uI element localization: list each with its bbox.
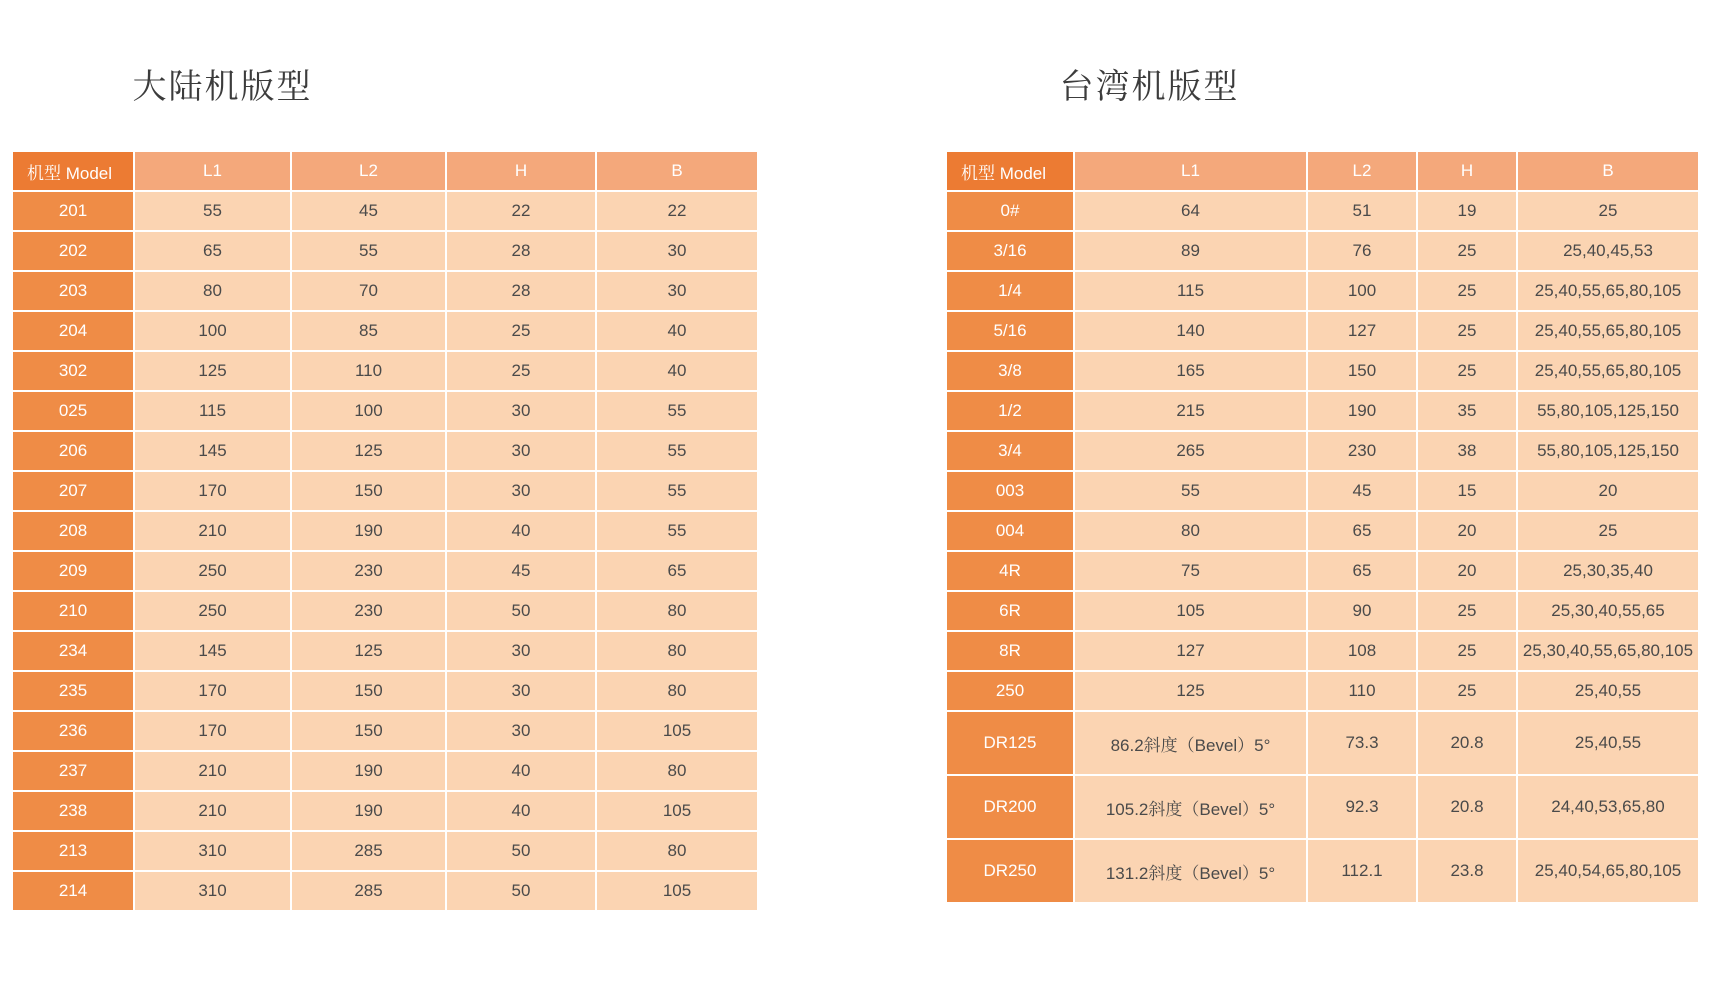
cell-h: 20	[1417, 511, 1517, 551]
table-row	[12, 671, 758, 711]
column-header-model: 机型 Model	[946, 151, 1074, 191]
cell-l2: 45	[1307, 471, 1417, 511]
cell-b: 25,40,45,53	[1517, 231, 1699, 271]
cell-h: 38	[1417, 431, 1517, 471]
cell-l1: 170	[134, 671, 291, 711]
panel-taiwan	[855, 0, 1709, 112]
cell-b: 40	[596, 311, 758, 351]
cell-h: 20.8	[1417, 775, 1517, 839]
cell-l2: 285	[291, 871, 446, 911]
cell-b: 25,30,40,55,65,80,105	[1517, 631, 1699, 671]
cell-b: 22	[596, 191, 758, 231]
cell-b: 25,40,55	[1517, 671, 1699, 711]
table-row	[946, 231, 1699, 271]
cell-l2: 285	[291, 831, 446, 871]
column-header-h: H	[446, 151, 596, 191]
cell-l2: 150	[291, 471, 446, 511]
cell-l1: 210	[134, 791, 291, 831]
panel-mainland	[0, 0, 855, 112]
cell-l2: 100	[291, 391, 446, 431]
cell-l1: 250	[134, 551, 291, 591]
cell-b: 25	[1517, 511, 1699, 551]
table-body-mainland	[12, 191, 758, 911]
table-row	[12, 191, 758, 231]
table-row	[12, 351, 758, 391]
cell-l1: 125	[1074, 671, 1307, 711]
table-row	[12, 471, 758, 511]
cell-b: 24,40,53,65,80	[1517, 775, 1699, 839]
cell-l1: 80	[134, 271, 291, 311]
cell-h: 30	[446, 671, 596, 711]
cell-model: 250	[946, 671, 1074, 711]
cell-model: 201	[12, 191, 134, 231]
table-row	[12, 231, 758, 271]
cell-l1: 86.2斜度（Bevel）5°	[1074, 711, 1307, 775]
cell-model: 203	[12, 271, 134, 311]
cell-model: 6R	[946, 591, 1074, 631]
cell-h: 40	[446, 511, 596, 551]
cell-l1: 105.2斜度（Bevel）5°	[1074, 775, 1307, 839]
cell-h: 20	[1417, 551, 1517, 591]
cell-model: 8R	[946, 631, 1074, 671]
cell-l1: 115	[134, 391, 291, 431]
cell-l2: 150	[1307, 351, 1417, 391]
cell-h: 28	[446, 231, 596, 271]
table-row	[946, 631, 1699, 671]
cell-model: 0#	[946, 191, 1074, 231]
table-row	[12, 431, 758, 471]
cell-l1: 75	[1074, 551, 1307, 591]
cell-l1: 310	[134, 871, 291, 911]
cell-b: 25	[1517, 191, 1699, 231]
cell-l1: 170	[134, 471, 291, 511]
column-header-l2: L2	[1307, 151, 1417, 191]
cell-l1: 55	[134, 191, 291, 231]
cell-model: 237	[12, 751, 134, 791]
cell-b: 80	[596, 631, 758, 671]
cell-model: DR250	[946, 839, 1074, 903]
table-row	[12, 631, 758, 671]
cell-l2: 85	[291, 311, 446, 351]
cell-h: 28	[446, 271, 596, 311]
table-row	[946, 775, 1699, 839]
cell-model: 204	[12, 311, 134, 351]
table-row	[12, 751, 758, 791]
table-row	[946, 311, 1699, 351]
cell-model: 235	[12, 671, 134, 711]
table-row	[946, 271, 1699, 311]
cell-l2: 112.1	[1307, 839, 1417, 903]
table-mainland-models	[11, 150, 759, 912]
cell-l1: 210	[134, 511, 291, 551]
cell-l1: 65	[134, 231, 291, 271]
cell-h: 35	[1417, 391, 1517, 431]
cell-model: 1/4	[946, 271, 1074, 311]
cell-model: 302	[12, 351, 134, 391]
table-header-row	[12, 151, 758, 191]
cell-model: 207	[12, 471, 134, 511]
cell-l1: 125	[134, 351, 291, 391]
cell-b: 25,40,55,65,80,105	[1517, 311, 1699, 351]
table-row	[946, 351, 1699, 391]
cell-l1: 100	[134, 311, 291, 351]
cell-l1: 170	[134, 711, 291, 751]
cell-model: 5/16	[946, 311, 1074, 351]
cell-l1: 165	[1074, 351, 1307, 391]
table-row	[946, 591, 1699, 631]
cell-l1: 127	[1074, 631, 1307, 671]
cell-l1: 80	[1074, 511, 1307, 551]
cell-b: 55	[596, 431, 758, 471]
cell-l1: 55	[1074, 471, 1307, 511]
cell-b: 25,40,55	[1517, 711, 1699, 775]
cell-model: 025	[12, 391, 134, 431]
table-row	[946, 551, 1699, 591]
cell-model: 236	[12, 711, 134, 751]
table-row	[12, 391, 758, 431]
table-row	[946, 711, 1699, 775]
table-row	[12, 791, 758, 831]
cell-h: 25	[1417, 311, 1517, 351]
cell-h: 15	[1417, 471, 1517, 511]
page-title-mainland: 大陆机版型	[132, 68, 313, 106]
cell-l1: 210	[134, 751, 291, 791]
cell-model: 3/16	[946, 231, 1074, 271]
cell-l2: 125	[291, 631, 446, 671]
table-row	[946, 431, 1699, 471]
cell-model: 210	[12, 591, 134, 631]
column-header-l1: L1	[1074, 151, 1307, 191]
cell-b: 55	[596, 511, 758, 551]
cell-l1: 64	[1074, 191, 1307, 231]
cell-l1: 250	[134, 591, 291, 631]
table-row	[12, 591, 758, 631]
cell-h: 25	[1417, 591, 1517, 631]
cell-l2: 90	[1307, 591, 1417, 631]
cell-b: 80	[596, 831, 758, 871]
cell-l2: 125	[291, 431, 446, 471]
cell-model: 3/8	[946, 351, 1074, 391]
cell-l1: 145	[134, 431, 291, 471]
cell-b: 30	[596, 271, 758, 311]
table-row	[12, 871, 758, 911]
cell-b: 55	[596, 471, 758, 511]
cell-h: 25	[1417, 231, 1517, 271]
cell-b: 55	[596, 391, 758, 431]
cell-b: 25,40,55,65,80,105	[1517, 351, 1699, 391]
table-row	[946, 839, 1699, 903]
cell-h: 25	[446, 351, 596, 391]
cell-l1: 105	[1074, 591, 1307, 631]
cell-l1: 131.2斜度（Bevel）5°	[1074, 839, 1307, 903]
table-row	[12, 831, 758, 871]
cell-l2: 92.3	[1307, 775, 1417, 839]
cell-h: 25	[1417, 271, 1517, 311]
cell-b: 30	[596, 231, 758, 271]
cell-l1: 115	[1074, 271, 1307, 311]
cell-h: 30	[446, 711, 596, 751]
cell-model: 1/2	[946, 391, 1074, 431]
cell-model: 234	[12, 631, 134, 671]
column-header-h: H	[1417, 151, 1517, 191]
cell-l2: 150	[291, 711, 446, 751]
cell-l2: 190	[1307, 391, 1417, 431]
table-row	[12, 711, 758, 751]
cell-l1: 215	[1074, 391, 1307, 431]
cell-b: 105	[596, 711, 758, 751]
table-header-row	[946, 151, 1699, 191]
cell-b: 80	[596, 751, 758, 791]
column-header-l2: L2	[291, 151, 446, 191]
cell-b: 105	[596, 791, 758, 831]
table-row	[12, 551, 758, 591]
cell-model: 213	[12, 831, 134, 871]
cell-l1: 265	[1074, 431, 1307, 471]
cell-l2: 65	[1307, 511, 1417, 551]
cell-l2: 110	[1307, 671, 1417, 711]
cell-h: 25	[446, 311, 596, 351]
cell-l2: 150	[291, 671, 446, 711]
column-header-b: B	[1517, 151, 1699, 191]
cell-model: 208	[12, 511, 134, 551]
cell-b: 25,30,40,55,65	[1517, 591, 1699, 631]
cell-model: 4R	[946, 551, 1074, 591]
cell-l2: 190	[291, 511, 446, 551]
cell-l1: 310	[134, 831, 291, 871]
cell-l2: 108	[1307, 631, 1417, 671]
cell-h: 22	[446, 191, 596, 231]
cell-b: 55,80,105,125,150	[1517, 391, 1699, 431]
cell-b: 55,80,105,125,150	[1517, 431, 1699, 471]
cell-l2: 230	[291, 551, 446, 591]
cell-h: 45	[446, 551, 596, 591]
page-title-taiwan: 台湾机版型	[1059, 68, 1240, 106]
cell-b: 105	[596, 871, 758, 911]
cell-h: 25	[1417, 671, 1517, 711]
cell-l2: 100	[1307, 271, 1417, 311]
cell-b: 20	[1517, 471, 1699, 511]
cell-h: 25	[1417, 351, 1517, 391]
cell-l1: 145	[134, 631, 291, 671]
cell-model: 214	[12, 871, 134, 911]
cell-model: 238	[12, 791, 134, 831]
column-header-l1: L1	[134, 151, 291, 191]
cell-l2: 55	[291, 231, 446, 271]
table-row	[12, 311, 758, 351]
cell-l2: 76	[1307, 231, 1417, 271]
cell-h: 23.8	[1417, 839, 1517, 903]
cell-b: 25,30,35,40	[1517, 551, 1699, 591]
cell-model: 003	[946, 471, 1074, 511]
cell-h: 30	[446, 471, 596, 511]
cell-h: 50	[446, 871, 596, 911]
cell-l1: 89	[1074, 231, 1307, 271]
table-row	[946, 471, 1699, 511]
cell-h: 19	[1417, 191, 1517, 231]
cell-l2: 45	[291, 191, 446, 231]
cell-b: 65	[596, 551, 758, 591]
cell-model: DR125	[946, 711, 1074, 775]
cell-l2: 110	[291, 351, 446, 391]
cell-model: 206	[12, 431, 134, 471]
cell-model: 209	[12, 551, 134, 591]
column-header-b: B	[596, 151, 758, 191]
cell-h: 20.8	[1417, 711, 1517, 775]
cell-model: 3/4	[946, 431, 1074, 471]
table-body-taiwan	[946, 191, 1699, 903]
table-row	[946, 671, 1699, 711]
table-taiwan-models	[945, 150, 1700, 904]
cell-model: 202	[12, 231, 134, 271]
cell-l2: 190	[291, 791, 446, 831]
cell-b: 25,40,55,65,80,105	[1517, 271, 1699, 311]
table-row	[12, 511, 758, 551]
cell-h: 30	[446, 431, 596, 471]
table-row	[12, 271, 758, 311]
cell-model: DR200	[946, 775, 1074, 839]
cell-l1: 140	[1074, 311, 1307, 351]
cell-b: 80	[596, 671, 758, 711]
cell-l2: 65	[1307, 551, 1417, 591]
cell-b: 80	[596, 591, 758, 631]
cell-h: 40	[446, 791, 596, 831]
cell-l2: 51	[1307, 191, 1417, 231]
cell-h: 30	[446, 631, 596, 671]
cell-l2: 190	[291, 751, 446, 791]
cell-h: 30	[446, 391, 596, 431]
cell-l2: 70	[291, 271, 446, 311]
table-row	[946, 511, 1699, 551]
cell-b: 40	[596, 351, 758, 391]
cell-model: 004	[946, 511, 1074, 551]
table-row	[946, 391, 1699, 431]
cell-l2: 230	[291, 591, 446, 631]
cell-h: 50	[446, 591, 596, 631]
column-header-model: 机型 Model	[12, 151, 134, 191]
cell-h: 40	[446, 751, 596, 791]
cell-h: 50	[446, 831, 596, 871]
cell-b: 25,40,54,65,80,105	[1517, 839, 1699, 903]
cell-h: 25	[1417, 631, 1517, 671]
cell-l2: 230	[1307, 431, 1417, 471]
table-row	[946, 191, 1699, 231]
cell-l2: 127	[1307, 311, 1417, 351]
cell-l2: 73.3	[1307, 711, 1417, 775]
